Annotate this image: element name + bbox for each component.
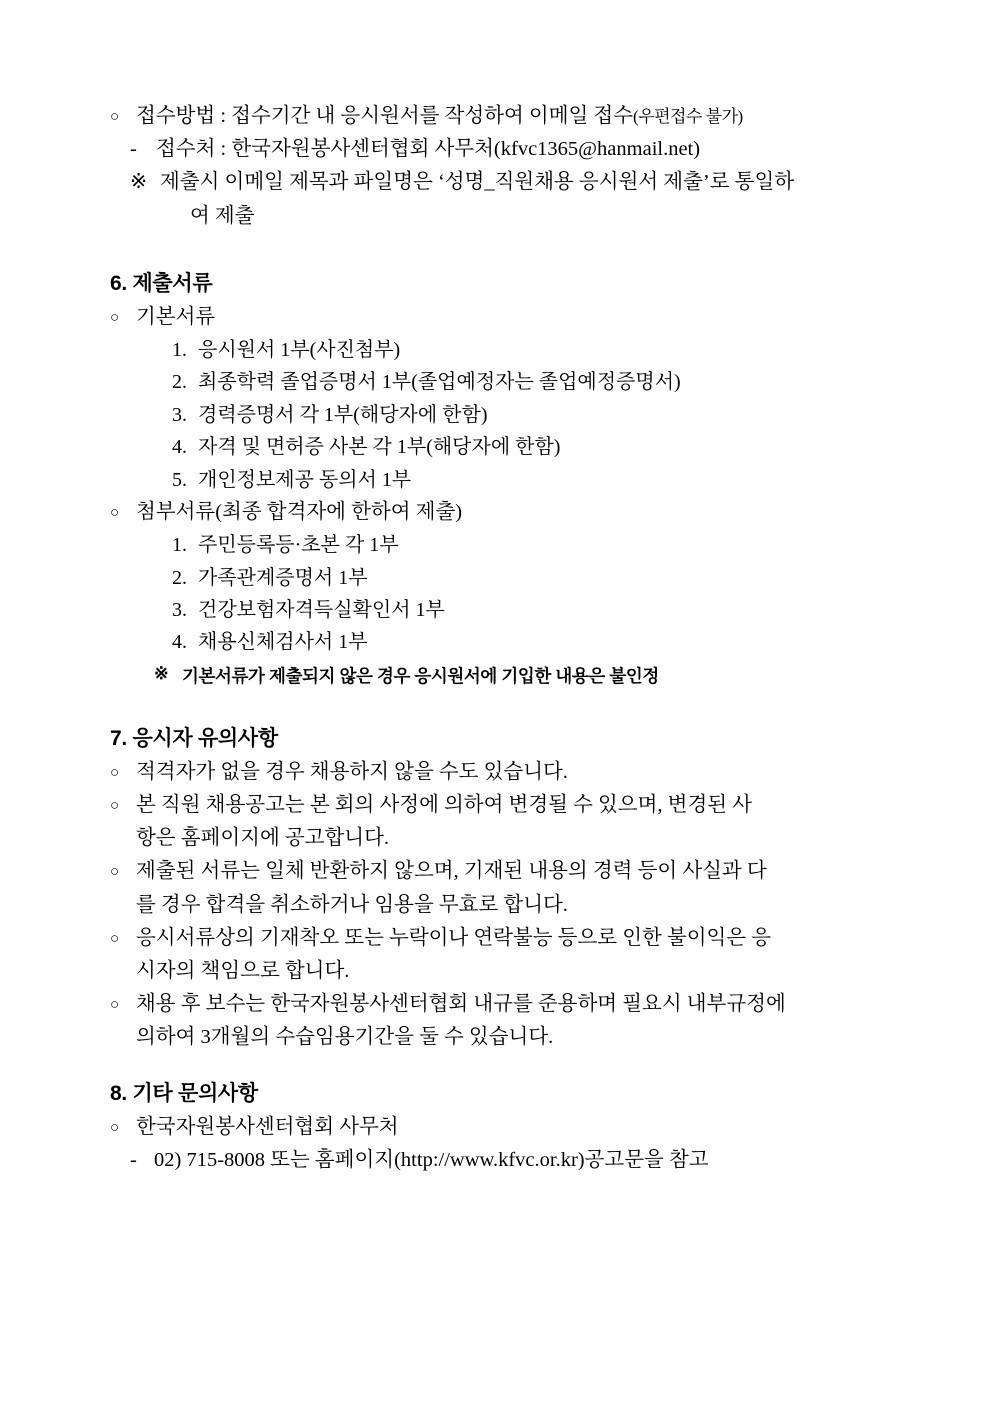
- organization-name: 한국자원봉사센터협회 사무처: [136, 1115, 399, 1138]
- list-item: [172, 464, 902, 496]
- dash-marker: -: [130, 138, 137, 161]
- list-item: [110, 756, 902, 789]
- note-text-cont: 항은 홈페이지에 공고합니다.: [136, 827, 390, 850]
- circle-bullet-icon: [110, 756, 136, 786]
- email-subject-rule-text-cont: 여 제출: [190, 204, 255, 227]
- note-text: 제출된 서류는 일체 반환하지 않으며, 기재된 내용의 경력 등이 사실과 다: [136, 860, 767, 883]
- note-text: 채용 후 보수는 한국자원봉사센터협회 내규를 준용하며 필요시 내부규정에: [136, 993, 786, 1016]
- circle-bullet-icon: [110, 789, 136, 819]
- dash-marker: -: [130, 1148, 137, 1171]
- document-item-text: 개인정보제공 동의서 1부: [198, 468, 412, 491]
- item-number: 1.: [172, 534, 187, 557]
- document-item-text: 경력증명서 각 1부(해당자에 한함): [198, 403, 488, 426]
- footnote: [154, 663, 902, 688]
- item-number: 3.: [172, 598, 187, 621]
- list-item-continuation: [110, 200, 902, 233]
- email-subject-rule-text: 제출시 이메일 제목과 파일명은 ‘성명_직원채용 응시원서 제출’로 통일하: [160, 171, 795, 194]
- section-submission-documents: [110, 267, 902, 688]
- footnote-text: 기본서류가 제출되지 않은 경우 응시원서에 기입한 내용은 불인정: [182, 665, 659, 686]
- circle-bullet-icon: [110, 301, 136, 331]
- reference-marker: ※: [130, 171, 148, 194]
- list-item: [172, 529, 902, 561]
- list-item: [110, 855, 902, 888]
- circle-bullet-icon: [110, 988, 136, 1018]
- section-other-inquiries: [110, 1077, 902, 1177]
- note-text: 적격자가 없을 경우 채용하지 않을 수도 있습니다.: [136, 760, 568, 783]
- document-item-text: 건강보험자격득실확인서 1부: [198, 598, 445, 621]
- list-item-continuation: [136, 889, 902, 922]
- item-number: 3.: [172, 403, 187, 426]
- list-item: [172, 626, 902, 658]
- circle-bullet-icon: [110, 855, 136, 885]
- application-method-text: 접수방법 : 접수기간 내 응시원서를 작성하여 이메일 접수: [136, 105, 634, 127]
- document-item-text: 최종학력 졸업증명서 1부(졸업예정자는 졸업예정증명서): [198, 371, 681, 394]
- list-item: [172, 594, 902, 626]
- list-item: [110, 1111, 902, 1144]
- note-text-cont: 의하여 3개월의 수습임용기간을 둘 수 있습니다.: [136, 1026, 554, 1049]
- document-item-text: 가족관계증명서 1부: [198, 566, 368, 589]
- list-item: [130, 1144, 902, 1177]
- attached-documents-label: 첨부서류(최종 합격자에 한하여 제출): [136, 500, 463, 523]
- list-item: [172, 366, 902, 398]
- list-item: [110, 789, 902, 822]
- list-item-continuation: [136, 955, 902, 988]
- list-item: [110, 988, 902, 1021]
- contact-phone-and-website: 02) 715-8008 또는 홈페이지(http://www.kfvc.or.kr)공고문을 참고: [154, 1148, 709, 1171]
- item-number: 1.: [172, 339, 187, 362]
- list-item: [110, 301, 902, 334]
- list-item: [172, 334, 902, 366]
- application-contact-text: 접수처 : 한국자원봉사센터협회 사무처(kfvc1365@hanmail.net): [156, 138, 701, 161]
- list-item: [110, 922, 902, 955]
- application-method-block: [110, 100, 902, 233]
- basic-documents-label: 기본서류: [136, 305, 216, 328]
- document-item-text: 주민등록등·초본 각 1부: [198, 534, 399, 557]
- document-item-text: 응시원서 1부(사진첨부): [198, 339, 401, 362]
- document-item-text: 자격 및 면허증 사본 각 1부(해당자에 한함): [198, 436, 561, 459]
- list-item: [110, 100, 902, 133]
- document-item-text: 채용신체검사서 1부: [198, 631, 368, 654]
- item-number: 4.: [172, 631, 187, 654]
- list-item: [172, 399, 902, 431]
- list-item: [130, 166, 902, 199]
- list-item-continuation: [136, 822, 902, 855]
- section-heading: 6. 제출서류: [110, 271, 213, 295]
- list-item: [110, 496, 902, 529]
- note-text-cont: 를 경우 합격을 취소하거나 임용을 무효로 합니다.: [136, 893, 568, 916]
- no-postal-note: (우편접수 불가): [633, 107, 743, 126]
- item-number: 5.: [172, 468, 187, 491]
- section-applicant-notes: [110, 722, 902, 1055]
- section-heading: 8. 기타 문의사항: [110, 1081, 258, 1105]
- item-number: 2.: [172, 371, 187, 394]
- note-text: 본 직원 채용공고는 본 회의 사정에 의하여 변경될 수 있으며, 변경된 사: [136, 793, 752, 816]
- circle-bullet-icon: [110, 100, 136, 130]
- circle-bullet-icon: [110, 496, 136, 526]
- list-item: [130, 133, 902, 166]
- reference-marker: ※: [154, 662, 169, 683]
- circle-bullet-icon: [110, 1111, 136, 1141]
- circle-bullet-icon: [110, 922, 136, 952]
- list-item: [172, 431, 902, 463]
- section-heading: 7. 응시자 유의사항: [110, 726, 278, 750]
- note-text: 응시서류상의 기재착오 또는 누락이나 연락불능 등으로 인한 불이익은 응: [136, 926, 772, 949]
- note-text-cont: 시자의 책임으로 합니다.: [136, 959, 350, 982]
- item-number: 2.: [172, 566, 187, 589]
- item-number: 4.: [172, 436, 187, 459]
- list-item-continuation: [136, 1021, 902, 1054]
- list-item: [172, 562, 902, 594]
